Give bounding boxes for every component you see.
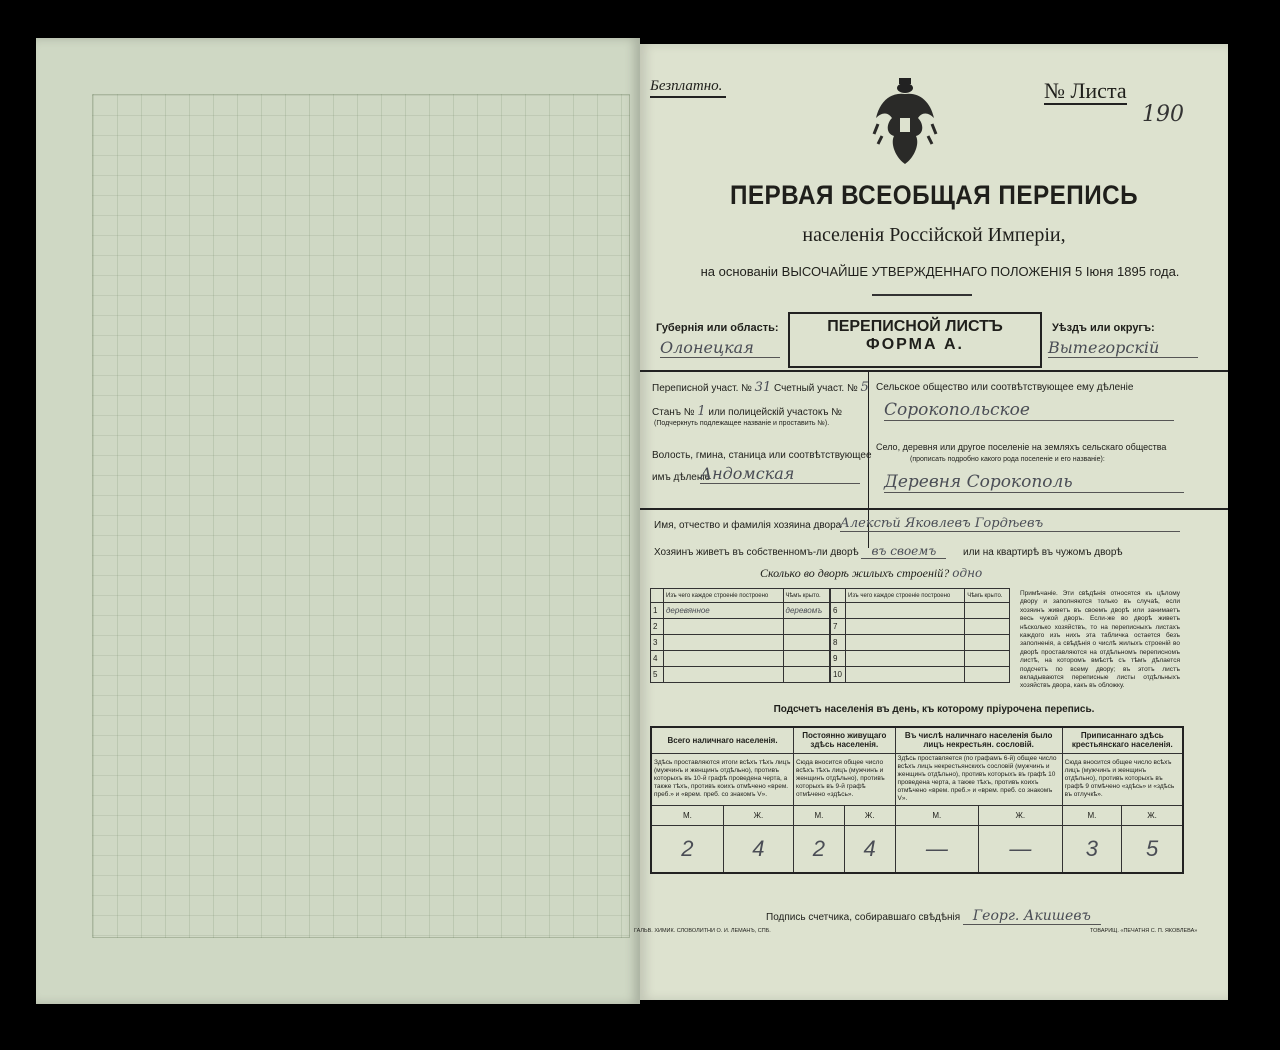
count-total-f: 4 <box>723 825 793 873</box>
page-title: ПЕРВАЯ ВСЕОБЩАЯ ПЕРЕПИСЬ <box>729 180 1139 210</box>
sheet-number-label: № Листа <box>1044 78 1127 103</box>
left-page <box>36 38 640 1004</box>
page-subtitle: населенія Россійской Имперіи, <box>802 224 1066 246</box>
village-label: Село, деревня или другое поселеніе на земляхъ сельскаго общества <box>876 442 1167 452</box>
divider-ornament <box>872 294 972 296</box>
sheet-title-box <box>788 312 1042 368</box>
uezd-value: Вытегорскій <box>1048 338 1198 358</box>
double-headed-eagle-emblem <box>872 74 938 168</box>
volost-label-2: имъ дѣленіе <box>652 472 711 483</box>
signature-field: Подпись счетчика, собиравшаго свѣдѣнія Георг. Акишевъ <box>766 908 1101 924</box>
count-registered-f: 5 <box>1122 825 1183 873</box>
population-table: Всего наличнаго населенія. Постоянно живущаго здѣсь населенія. Въ числѣ наличнаго населенія было лицъ некрестьян. сословій. Приписаннаго здѣсь крестьянскаго населенія. Здѣсь проставляются итоги всѣхъ тѣхъ лицъ (мужчинъ и женщинъ отдѣльно), противъ которыхъ въ 10-й графѣ проведена черта, а также тѣхъ, противъ коихъ отмѣчено «врем. преб.» и «врем. преб. со знакомъ V». Сюда вносится общее число всѣхъ тѣхъ лицъ (мужчинъ и женщинъ отдѣльно), противъ которыхъ въ 9-й графѣ отмѣчено «здѣсь». Здѣсь проставляется (по графамъ 6-й) общее число всѣхъ лицъ некрестьянскихъ сословій (мужчинъ и женщинъ отдѣльно), противъ которыхъ въ графѣ 10 проведена черта, а также тѣхъ, противъ коихъ отмѣчено «врем. преб.» и «врем. преб. со знакомъ V». Сюда вносится общее число всѣхъ лицъ (мужчинъ и женщинъ отдѣльно), противъ которыхъ въ графѣ 9 отмѣчено «здѣсь» и «здѣсь въ отлучкѣ». М. Ж. М. Ж. М. Ж. М. Ж. 2 4 2 4 — — 3 5 <box>650 726 1184 874</box>
owner-value: Алексѣй Яковлевъ Гордѣевъ <box>840 516 1180 532</box>
uezd-label: Уѣздъ или округъ: <box>1052 322 1155 334</box>
stan-field: Станъ № 1 или полицейскій участокъ № <box>652 404 842 419</box>
buildings-table-left: Изъ чего каждое строеніе построено Чѣмъ крыто. 1 деревянное деревомъ 2 3 4 5 <box>650 588 830 683</box>
rule <box>640 370 1228 372</box>
census-form-page <box>634 44 1228 1000</box>
sheet-number-value: 190 <box>1142 102 1184 127</box>
count-noncrest-m: — <box>895 825 979 873</box>
village-value: Деревня Сорокополь <box>884 472 1184 493</box>
owner-label: Имя, отчество и фамилія хозяина двора <box>654 520 842 531</box>
population-heading: Подсчетъ населенія въ день, къ которому пріурочена перепись. <box>773 704 1095 715</box>
legal-basis: на основаніи ВЫСОЧАЙШЕ УТВЕРЖДЕННАГО ПОЛОЖЕНІЯ 5 Іюня 1895 года. <box>700 264 1180 279</box>
faded-census-grid <box>92 94 630 938</box>
gubernia-label: Губернія или область: <box>656 322 779 334</box>
volost-value: Андомская <box>700 464 860 484</box>
society-label: Сельское общество или соотвѣтствующее ему дѣленіе <box>876 382 1134 393</box>
gubernia-value: Олонецкая <box>660 338 780 358</box>
printer-left: ГАЛЬВ. ХИМИК. СЛОВОЛИТНИ О. И. ЛЕМАНЪ, СПБ. <box>634 928 771 934</box>
printer-right: ТОВАРИЩ. «ПЕЧАТНЯ С. П. ЯКОВЛЕВА» <box>1090 928 1198 934</box>
volost-label: Волость, гмина, станица или соотвѣтствующее <box>652 450 872 461</box>
buildings-note: Примѣчаніе. Эти свѣдѣнія относятся къ цѣлому двору и заполняются только въ случаѣ, если хозяинъ живетъ въ своемъ дворѣ или занимаетъ весь чужой дворъ. Если-же во дворѣ живетъ нѣсколько хозяйствъ, то на переписныхъ листахъ каждого изъ нихъ эта табличка остается безъ заполненія, а свѣдѣнія о числѣ жилыхъ строеній во дворѣ проставляются на отдѣльномъ переписномъ листѣ, на которомъ вмѣстѣ съ тѣмъ дѣлается подсчетъ по всему двору; въ этотъ листъ вкладываются переписные листы отдѣльныхъ хозяйствъ двора, какъ въ обложку. <box>1020 590 1180 690</box>
count-noncrest-f: — <box>979 825 1063 873</box>
buildings-question: Сколько во дворѣ жилыхъ строеній? одно <box>760 566 983 580</box>
village-note: (прописать подробно какого рода поселеніе и его названіе): <box>910 456 1105 463</box>
free-label: Безплатно. <box>650 78 726 98</box>
census-section-field: Переписной участ. № 31 Счетный участ. № 5 <box>652 380 869 395</box>
lives-field: Хозяинъ живетъ въ собственномъ-ли дворѣ въ своемъ или на квартирѣ въ чужомъ дворѣ <box>654 544 1123 558</box>
count-total-m: 2 <box>651 825 723 873</box>
buildings-table-right: Изъ чего каждое строеніе построено Чѣмъ крыто. 6 7 8 9 10 <box>830 588 1010 683</box>
sheet-title: ПЕРЕПИСНОЙ ЛИСТЪ <box>827 318 1003 335</box>
rule <box>640 508 1228 510</box>
count-registered-m: 3 <box>1062 825 1122 873</box>
form-label: ФОРМА А. <box>866 336 964 353</box>
society-value: Сорокопольское <box>884 400 1174 421</box>
count-permanent-m: 2 <box>794 825 845 873</box>
underline-note: (Подчеркнуть подлежащее названіе и проставить №). <box>654 420 830 427</box>
count-permanent-f: 4 <box>844 825 895 873</box>
